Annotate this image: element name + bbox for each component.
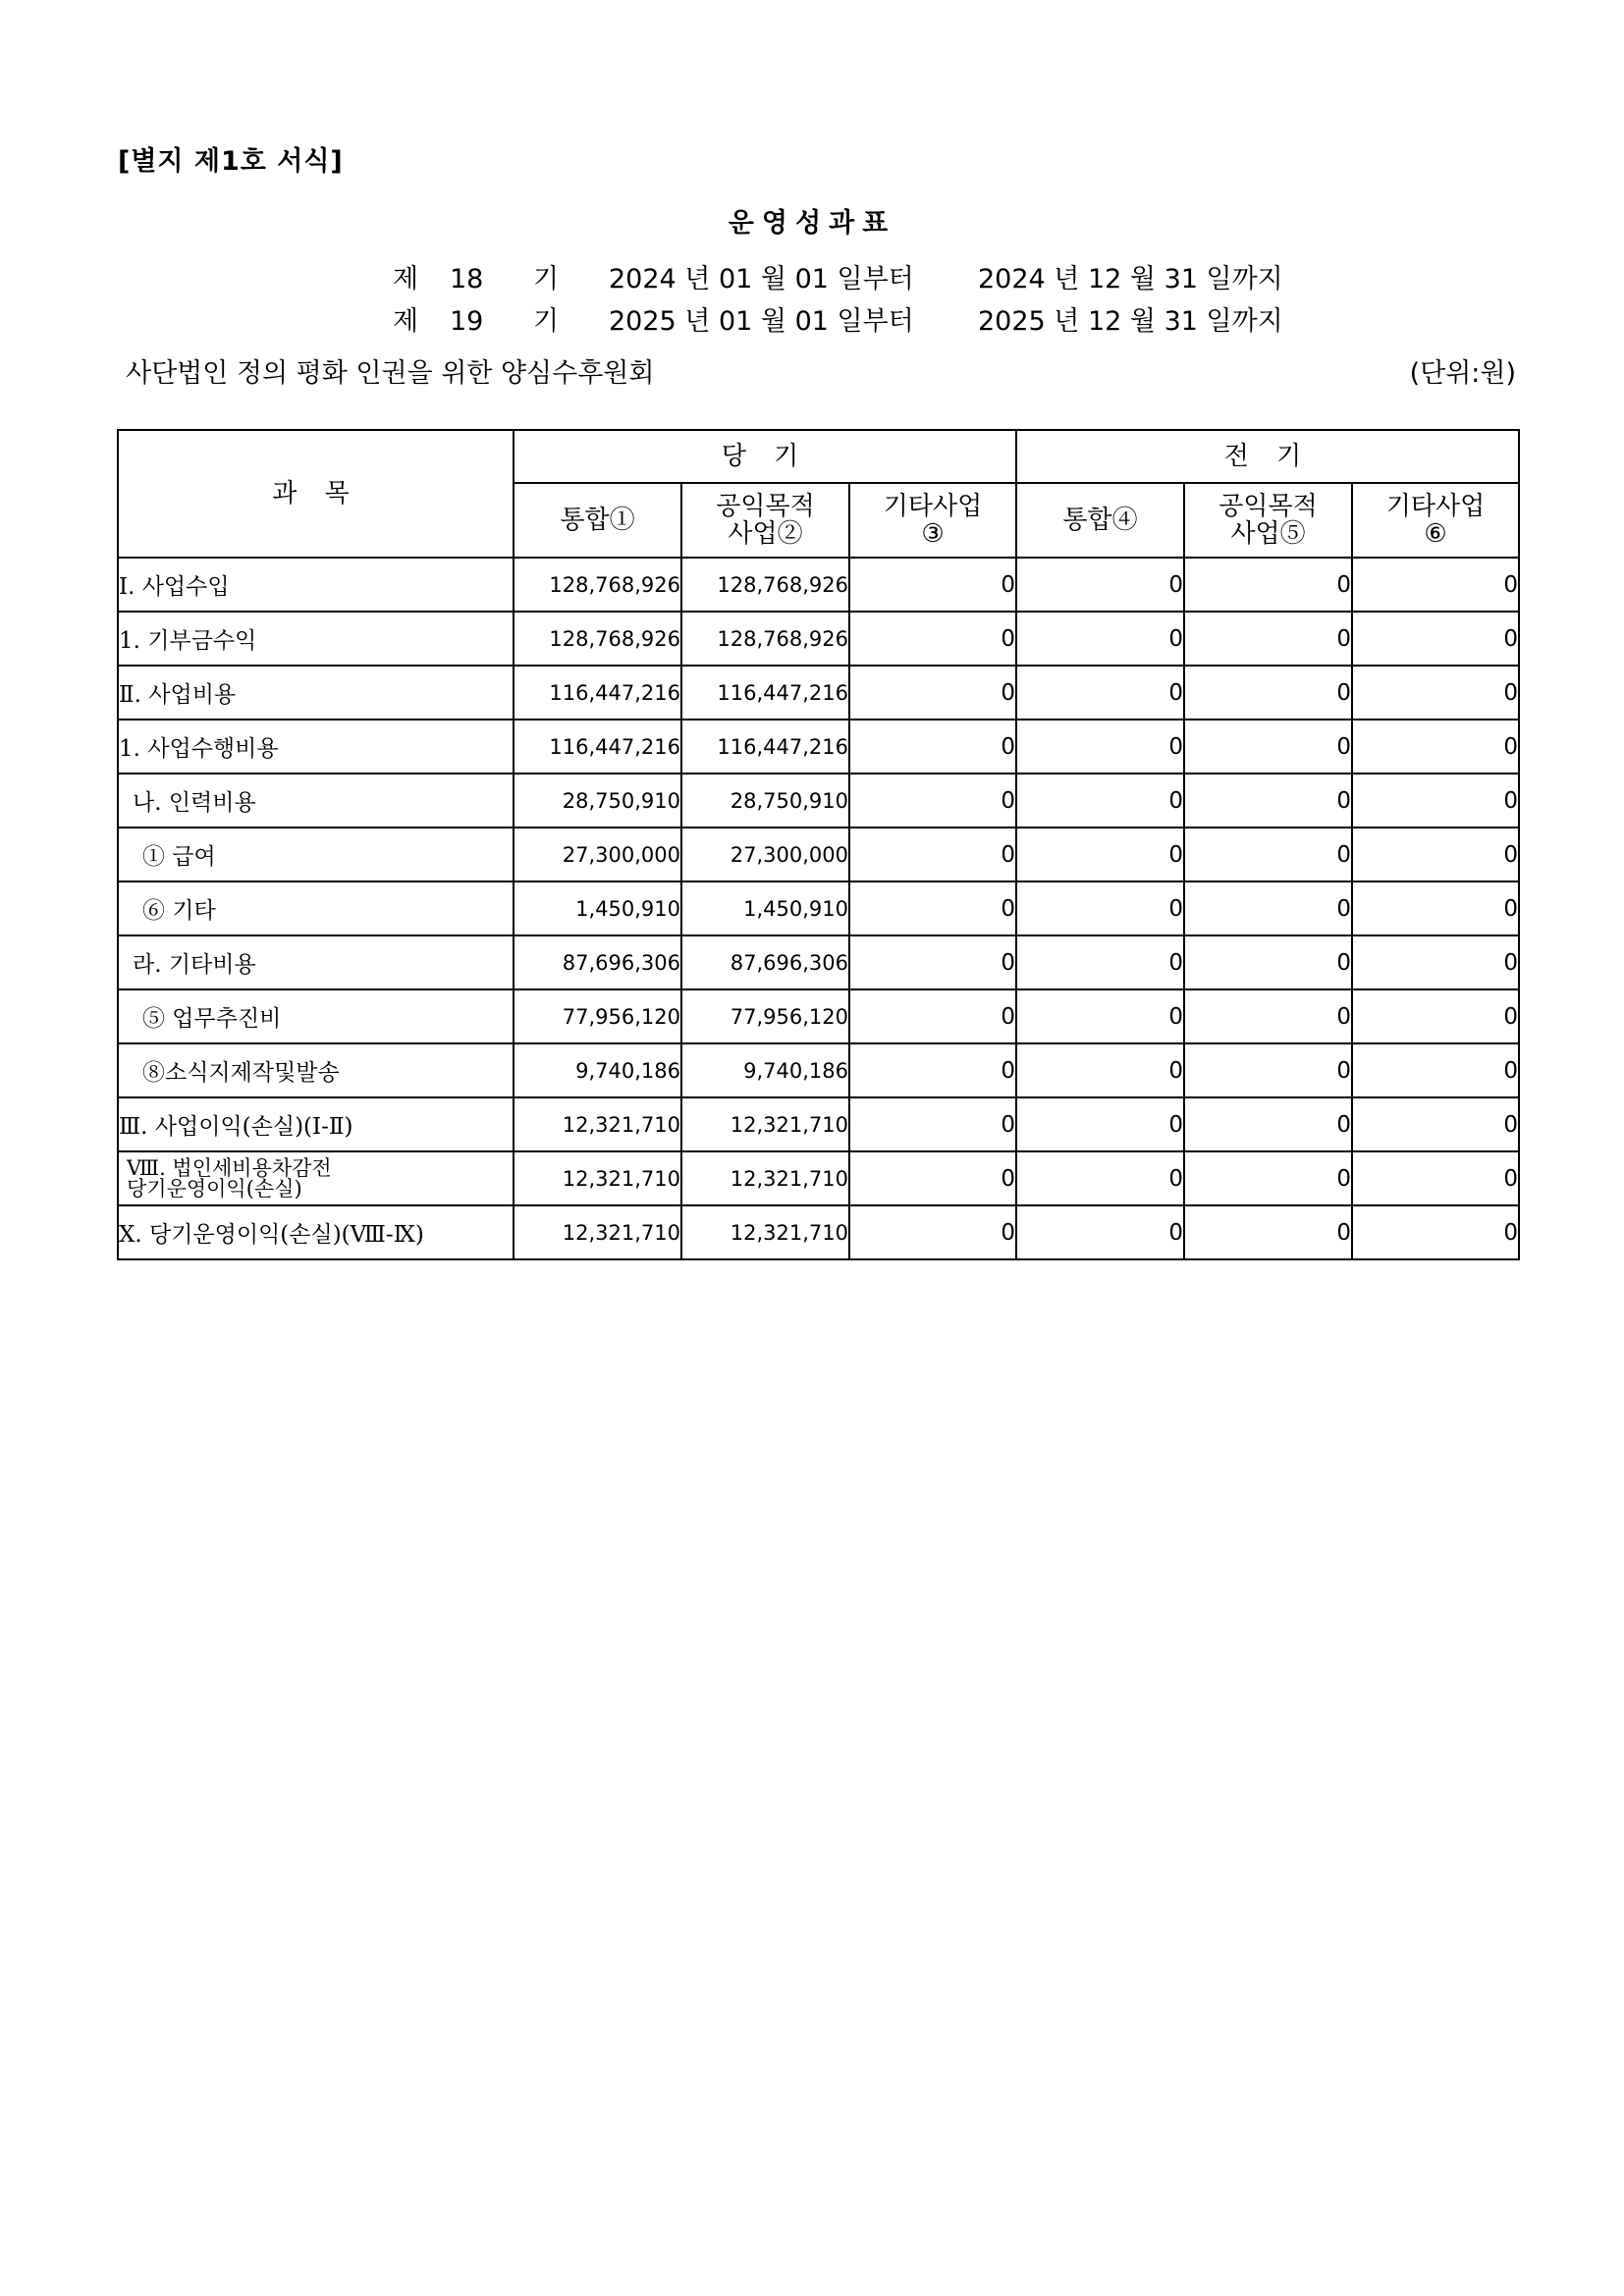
amount-cell: 128,768,926 <box>681 558 849 612</box>
amount-cell: 128,768,926 <box>514 558 681 612</box>
period-start-date: 2025 년 01 월 01 일부터 <box>609 306 914 337</box>
amount-cell: 0 <box>1184 612 1352 666</box>
amount-cell: 0 <box>1352 666 1519 720</box>
amount-cell: 12,321,710 <box>514 1205 681 1259</box>
amount-cell: 0 <box>849 612 1016 666</box>
amount-cell: 0 <box>849 828 1016 881</box>
amount-cell: 12,321,710 <box>681 1151 849 1205</box>
period-end-date: 2025 년 12 월 31 일까지 <box>978 306 1283 337</box>
amount-cell: 0 <box>1016 720 1184 774</box>
table-row <box>118 666 1519 720</box>
table-row <box>118 881 1519 935</box>
amount-cell: 87,696,306 <box>514 935 681 989</box>
amount-cell: 0 <box>1016 1097 1184 1151</box>
amount-cell: 0 <box>1016 1043 1184 1097</box>
amount-cell: 0 <box>849 666 1016 720</box>
amount-cell: 116,447,216 <box>514 720 681 774</box>
amount-cell: 0 <box>1184 989 1352 1043</box>
amount-cell: 0 <box>1184 666 1352 720</box>
amount-cell: 0 <box>1352 881 1519 935</box>
period-je: 제 <box>393 264 419 294</box>
account-name: Ⅰ. 사업수입 <box>118 558 514 612</box>
amount-cell: 0 <box>849 1151 1016 1205</box>
amount-cell: 12,321,710 <box>681 1097 849 1151</box>
amount-cell: 0 <box>1184 720 1352 774</box>
amount-cell: 0 <box>1352 1043 1519 1097</box>
account-name: 1. 기부금수익 <box>118 612 514 666</box>
prior-public-header: 공익목적 사업⑤ <box>1184 483 1352 558</box>
table-row <box>118 612 1519 666</box>
amount-cell: 0 <box>1352 1097 1519 1151</box>
amount-cell: 0 <box>1352 720 1519 774</box>
table-row <box>118 828 1519 881</box>
table-body <box>118 558 1519 1259</box>
amount-cell: 0 <box>849 1205 1016 1259</box>
operating-results-table <box>117 429 1520 1260</box>
account-name: Ⅲ. 사업이익(손실)(Ⅰ-Ⅱ) <box>118 1097 514 1151</box>
table-row <box>118 1043 1519 1097</box>
amount-cell: 0 <box>1016 1205 1184 1259</box>
amount-cell: 12,321,710 <box>681 1205 849 1259</box>
amount-cell: 116,447,216 <box>681 666 849 720</box>
account-name: 1. 사업수행비용 <box>118 720 514 774</box>
period-gi: 기 <box>533 306 560 337</box>
amount-cell: 9,740,186 <box>681 1043 849 1097</box>
amount-cell: 0 <box>849 558 1016 612</box>
amount-cell: 0 <box>1184 774 1352 828</box>
period-gi: 기 <box>533 264 560 294</box>
amount-cell: 0 <box>1352 828 1519 881</box>
amount-cell: 0 <box>1016 881 1184 935</box>
account-name: Ⅷ. 법인세비용차감전 당기운영이익(손실) <box>118 1151 514 1205</box>
amount-cell: 0 <box>849 1043 1016 1097</box>
account-name: ⑧소식지제작및발송 <box>118 1043 514 1097</box>
amount-cell: 0 <box>849 774 1016 828</box>
amount-cell: 128,768,926 <box>681 612 849 666</box>
amount-cell: 9,740,186 <box>514 1043 681 1097</box>
account-name: Ⅹ. 당기운영이익(손실)(Ⅷ-Ⅸ) <box>118 1205 514 1259</box>
amount-cell: 0 <box>1184 1097 1352 1151</box>
table-row <box>118 1205 1519 1259</box>
period-end-date: 2024 년 12 월 31 일까지 <box>978 264 1283 294</box>
table-row <box>118 774 1519 828</box>
amount-cell: 0 <box>1352 935 1519 989</box>
amount-cell: 28,750,910 <box>514 774 681 828</box>
amount-cell: 0 <box>1352 558 1519 612</box>
amount-cell: 0 <box>1184 1043 1352 1097</box>
period-je: 제 <box>393 306 419 337</box>
amount-cell: 0 <box>849 720 1016 774</box>
amount-cell: 0 <box>1184 881 1352 935</box>
account-name: ① 급여 <box>118 828 514 881</box>
period-number: 18 <box>450 264 484 294</box>
amount-cell: 0 <box>1184 935 1352 989</box>
organization-name: 사단법인 정의 평화 인권을 위한 양심수후원회 <box>126 358 655 389</box>
amount-cell: 0 <box>1184 558 1352 612</box>
table-row <box>118 558 1519 612</box>
amount-cell: 0 <box>1352 1205 1519 1259</box>
amount-cell: 0 <box>1016 989 1184 1043</box>
table-row <box>118 935 1519 989</box>
table-row <box>118 1151 1519 1205</box>
amount-cell: 0 <box>1184 1151 1352 1205</box>
table-row <box>118 1097 1519 1151</box>
amount-cell: 0 <box>849 989 1016 1043</box>
amount-cell: 0 <box>1016 666 1184 720</box>
amount-cell: 116,447,216 <box>681 720 849 774</box>
amount-cell: 0 <box>1184 1205 1352 1259</box>
table-row <box>118 720 1519 774</box>
unit-label: (단위:원) <box>1409 358 1516 389</box>
amount-cell: 0 <box>849 1097 1016 1151</box>
amount-cell: 77,956,120 <box>514 989 681 1043</box>
amount-cell: 0 <box>1016 935 1184 989</box>
form-label: [별지 제1호 서식] <box>118 146 344 177</box>
amount-cell: 0 <box>1016 774 1184 828</box>
amount-cell: 87,696,306 <box>681 935 849 989</box>
amount-cell: 0 <box>1016 558 1184 612</box>
amount-cell: 0 <box>1352 612 1519 666</box>
amount-cell: 27,300,000 <box>681 828 849 881</box>
account-name: ⑤ 업무추진비 <box>118 989 514 1043</box>
amount-cell: 0 <box>1352 1151 1519 1205</box>
prior-period-header: 전 기 <box>1016 430 1519 483</box>
period-start-date: 2024 년 01 월 01 일부터 <box>609 264 914 294</box>
account-name: ⑥ 기타 <box>118 881 514 935</box>
amount-cell: 116,447,216 <box>514 666 681 720</box>
amount-cell: 1,450,910 <box>514 881 681 935</box>
period-number: 19 <box>450 306 484 337</box>
amount-cell: 77,956,120 <box>681 989 849 1043</box>
prior-other-header: 기타사업 ⑥ <box>1352 483 1519 558</box>
current-public-header: 공익목적 사업② <box>681 483 849 558</box>
amount-cell: 1,450,910 <box>681 881 849 935</box>
amount-cell: 28,750,910 <box>681 774 849 828</box>
header-row-1 <box>118 430 1519 483</box>
amount-cell: 0 <box>1016 612 1184 666</box>
amount-cell: 12,321,710 <box>514 1151 681 1205</box>
amount-cell: 12,321,710 <box>514 1097 681 1151</box>
amount-cell: 0 <box>1352 989 1519 1043</box>
amount-cell: 0 <box>1184 828 1352 881</box>
amount-cell: 0 <box>849 935 1016 989</box>
current-period-header: 당 기 <box>514 430 1016 483</box>
account-name: 나. 인력비용 <box>118 774 514 828</box>
amount-cell: 128,768,926 <box>514 612 681 666</box>
amount-cell: 0 <box>1352 774 1519 828</box>
amount-cell: 0 <box>1016 828 1184 881</box>
table-row <box>118 989 1519 1043</box>
amount-cell: 27,300,000 <box>514 828 681 881</box>
prior-total-header: 통합④ <box>1016 483 1184 558</box>
amount-cell: 0 <box>1016 1151 1184 1205</box>
document-title: 운영성과표 <box>728 208 896 239</box>
account-name: Ⅱ. 사업비용 <box>118 666 514 720</box>
account-header: 과 목 <box>118 430 514 558</box>
current-total-header: 통합① <box>514 483 681 558</box>
current-other-header: 기타사업 ③ <box>849 483 1016 558</box>
amount-cell: 0 <box>849 881 1016 935</box>
account-name: 라. 기타비용 <box>118 935 514 989</box>
